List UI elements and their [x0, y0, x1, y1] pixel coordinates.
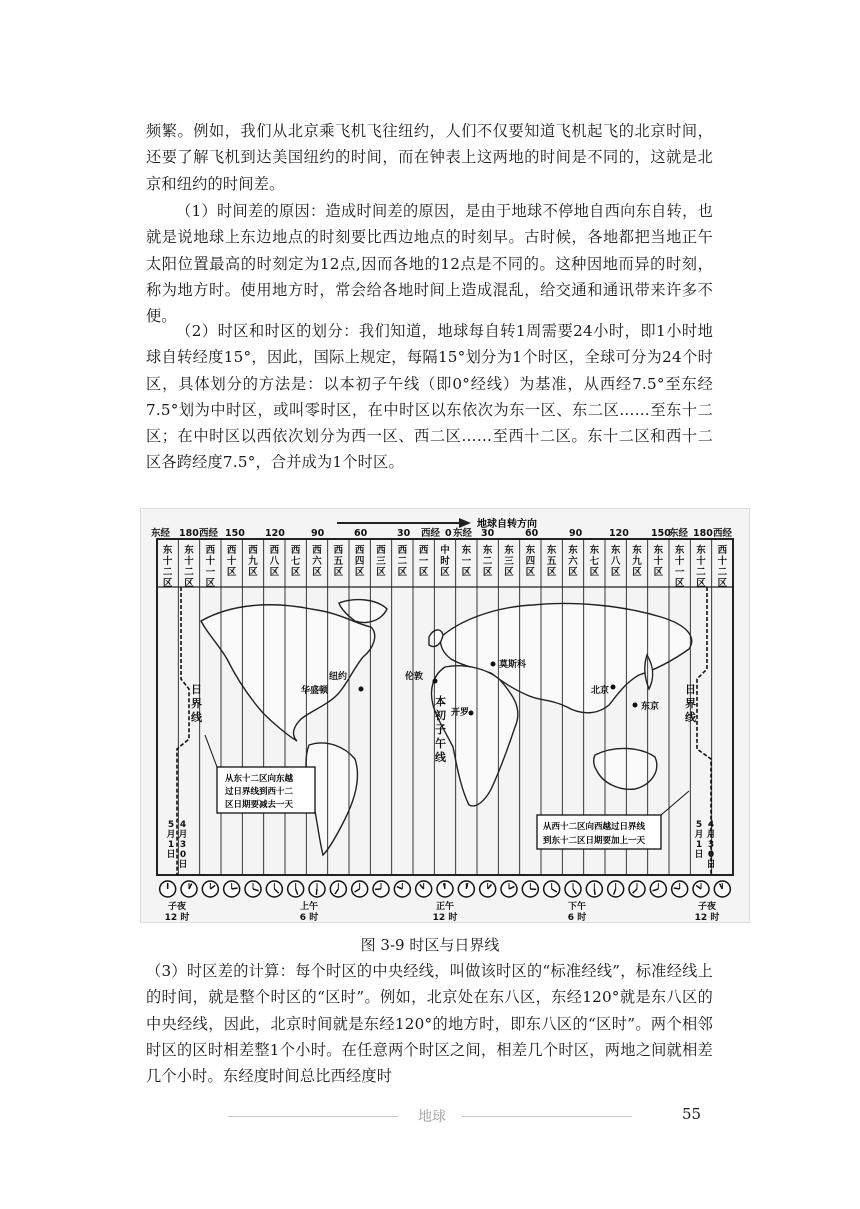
- clock-row: [160, 881, 731, 897]
- zone-label-char: 区: [546, 567, 557, 578]
- clock-icon: [437, 881, 453, 897]
- svg-text:12 时: 12 时: [694, 913, 720, 922]
- zone-label-char: 区: [248, 567, 258, 578]
- time-zone-map-figure: [140, 508, 750, 923]
- date-label-char: 月: [694, 830, 704, 840]
- zone-label-char: 一: [418, 556, 429, 567]
- city-tokyo: 东京: [641, 702, 660, 712]
- zone-label-char: 二: [717, 567, 728, 578]
- clock-icon: [373, 881, 389, 897]
- note-left: [205, 735, 315, 813]
- zone-label-char: 六: [568, 556, 578, 567]
- date-label-char: 3: [179, 840, 187, 850]
- clock-icon: [309, 881, 325, 897]
- vertical-label-char: 初: [435, 709, 446, 722]
- footer-title: 地球: [418, 1109, 446, 1125]
- date-label-char: 4: [179, 820, 187, 830]
- clock-icon: [160, 881, 176, 897]
- svg-text:90: 90: [311, 528, 325, 539]
- zone-label-char: 八: [610, 556, 621, 567]
- zone-label-char: 区: [184, 578, 194, 589]
- vertical-label-char: 日: [685, 683, 696, 696]
- zone-label-char: 十: [717, 556, 728, 567]
- zone-label-char: 区: [312, 567, 322, 578]
- clock-icon: [394, 881, 410, 897]
- date-label-char: 月: [706, 830, 716, 840]
- zone-label-char: 西: [333, 545, 344, 556]
- zone-label-char: 二: [696, 567, 706, 578]
- zone-label-char: 东: [610, 545, 621, 556]
- city-cairo: 开罗: [451, 708, 470, 718]
- zone-label-char: 二: [482, 556, 493, 567]
- zone-label-char: 区: [290, 567, 301, 578]
- zone-label-char: 一: [461, 556, 472, 567]
- page-number: 55: [682, 1105, 702, 1123]
- zone-label-char: 区: [354, 567, 365, 578]
- longitude-labels: [151, 527, 733, 539]
- date-label-char: 1: [695, 840, 703, 850]
- date-label-char: 月: [178, 830, 188, 840]
- clock-icon: [352, 881, 368, 897]
- svg-text:上午: 上午: [299, 902, 319, 912]
- svg-text:6 时: 6 时: [299, 913, 319, 922]
- zone-label-char: 东: [589, 545, 600, 556]
- date-label-char: 日: [706, 860, 716, 870]
- paragraph-3: （2）时区和时区的划分：我们知道，地球每自转1周需要24小时，即1小时地球自转经度15°，因此，国际上规定，每隔15°划分为1个时区，全球可分为24个时区，具体划分的方法是：以本初子午线（即0°经线）为基准，从西经7.5°至东经 7.5°划为中时区，或叫零时区，在中时区以东依次为东一区、东二区……至东十二区；在中时区以西依次划分为西一区、西二区……至西十二区。东十二区和西十二区各跨经度7.5°，合并成为1个时区。: [146, 322, 713, 472]
- svg-text:60: 60: [525, 528, 539, 539]
- zone-label-char: 西: [354, 545, 365, 556]
- svg-text:东经: 东经: [669, 528, 689, 539]
- svg-text:到东十二区日期要加上一天: 到东十二区日期要加上一天: [543, 836, 646, 846]
- svg-text:60: 60: [354, 528, 368, 539]
- city-washington: 华盛顿: [301, 686, 329, 696]
- paragraph-1: 频繁。例如，我们从北京乘飞机飞往纽约，人们不仅要知道飞机起飞的北京时间，还要了解飞机到达美国纽约的时间，而在钟表上这两地的时间是不同的，这就是北京和纽约的时间差。: [146, 122, 713, 193]
- svg-text:12 时: 12 时: [164, 913, 190, 922]
- clock-icon: [608, 881, 624, 897]
- zone-label-char: 十: [184, 556, 194, 567]
- zone-label-char: 区: [653, 567, 664, 578]
- clock-icon: [629, 881, 645, 897]
- svg-text:子夜: 子夜: [167, 902, 187, 912]
- clock-icon: [544, 881, 560, 897]
- city-london: 伦敦: [405, 672, 424, 682]
- date-label-char: 月: [166, 830, 176, 840]
- zone-label-char: 区: [269, 567, 280, 578]
- vertical-label-char: 线: [435, 751, 446, 764]
- zone-label-char: 区: [717, 578, 728, 589]
- zone-label-char: 一: [205, 567, 216, 578]
- zone-label-char: 三: [504, 556, 514, 567]
- clock-icon: [565, 881, 581, 897]
- zone-label-char: 区: [333, 567, 344, 578]
- vertical-label-char: 界: [191, 697, 202, 710]
- zone-label-char: 十: [696, 556, 706, 567]
- zone-label-char: 区: [696, 578, 706, 589]
- zone-label-char: 区: [589, 567, 600, 578]
- zone-label-char: 西: [226, 545, 237, 556]
- bottom-labels: [165, 900, 720, 922]
- clock-icon: [288, 881, 304, 897]
- vertical-label-char: 午: [435, 737, 446, 750]
- svg-text:150: 150: [651, 528, 671, 539]
- zone-label-char: 八: [269, 556, 280, 567]
- svg-text:子夜: 子夜: [697, 902, 717, 912]
- vertical-label-char: 线: [685, 711, 696, 724]
- zone-label-char: 东: [461, 545, 472, 556]
- zone-label-char: 西: [248, 545, 258, 556]
- svg-text:西经: 西经: [713, 528, 733, 539]
- vertical-label-char: 子: [435, 723, 446, 736]
- zone-label-char: 区: [226, 567, 237, 578]
- zone-label-char: 七: [290, 556, 301, 567]
- zone-label-char: 时: [440, 556, 450, 567]
- zone-label-char: 东: [568, 545, 578, 556]
- zone-label-char: 五: [333, 556, 344, 567]
- zone-label-char: 一: [674, 567, 685, 578]
- clock-icon: [480, 881, 496, 897]
- clock-icon: [266, 881, 282, 897]
- svg-text:下午: 下午: [567, 902, 587, 912]
- clock-icon: [522, 881, 538, 897]
- svg-text:西经: 西经: [421, 528, 441, 539]
- date-label-char: 1: [167, 840, 175, 850]
- date-label-char: 3: [707, 840, 715, 850]
- date-label-char: 0: [179, 850, 187, 860]
- date-label-char: 5: [695, 820, 703, 830]
- svg-text:东经: 东经: [151, 528, 171, 539]
- zone-label-char: 十: [205, 556, 216, 567]
- zone-label-char: 区: [674, 578, 685, 589]
- zone-label-char: 西: [418, 545, 429, 556]
- vertical-label-char: 日: [191, 683, 202, 696]
- zone-labels: [163, 544, 728, 589]
- zone-label-char: 东: [504, 545, 514, 556]
- clock-icon: [714, 881, 730, 897]
- zone-label-char: 区: [162, 578, 173, 589]
- paragraph-4: （3）时区差的计算：每个时区的中央经线，叫做该时区的“标准经线”，标准经线上的时间，就是整个时区的“区时”。例如，北京处在东八区，东经120°就是东八区的中央经线，因此，北京时间就是东经120°的地方时，即东八区的“区时”。两个相邻时区的区时相差整1个小时。在任意两个时区之间，相差几个时区，两地之间就相差几个小时。东经度时间总比西经度时: [146, 962, 713, 1086]
- zone-label-char: 中: [440, 545, 450, 556]
- footer-rule-left: [228, 1116, 398, 1117]
- zone-label-char: 东: [184, 545, 194, 556]
- zone-label-char: 区: [482, 567, 493, 578]
- zone-label-char: 区: [205, 578, 216, 589]
- zone-label-char: 东: [632, 545, 642, 556]
- zone-label-char: 西: [269, 545, 280, 556]
- zone-label-char: 区: [418, 567, 429, 578]
- zone-label-char: 西: [717, 545, 728, 556]
- zone-label-char: 东: [162, 545, 173, 556]
- zone-label-char: 区: [461, 567, 472, 578]
- zone-label-char: 东: [546, 545, 557, 556]
- zone-label-char: 西: [312, 545, 322, 556]
- svg-text:30: 30: [397, 528, 411, 539]
- svg-text:区日期要减去一天: 区日期要减去一天: [225, 800, 294, 810]
- date-label-char: 日: [694, 850, 704, 860]
- date-label-char: 日: [178, 860, 188, 870]
- city-moscow: 莫斯科: [499, 660, 527, 670]
- zone-label-char: 东: [525, 545, 536, 556]
- clock-icon: [416, 881, 432, 897]
- svg-text:6 时: 6 时: [567, 913, 587, 922]
- zone-label-char: 九: [248, 556, 258, 567]
- zone-label-char: 西: [376, 545, 386, 556]
- zone-label-char: 东: [696, 545, 706, 556]
- date-label-char: 4: [707, 820, 715, 830]
- zone-label-char: 区: [504, 567, 514, 578]
- zone-label-char: 十: [162, 556, 173, 567]
- zone-label-char: 二: [397, 556, 408, 567]
- svg-text:150: 150: [225, 528, 245, 539]
- zone-label-char: 二: [184, 567, 194, 578]
- vertical-label-char: 界: [685, 697, 696, 710]
- svg-text:正午: 正午: [435, 902, 455, 912]
- rotation-label: 地球自转方向: [477, 519, 537, 530]
- vertical-label-char: 本: [435, 695, 446, 708]
- zone-label-char: 二: [162, 567, 173, 578]
- clock-icon: [330, 881, 346, 897]
- city-newyork: 纽约: [329, 672, 348, 682]
- zone-label-char: 十: [674, 556, 685, 567]
- svg-text:180: 180: [179, 528, 199, 539]
- zone-label-char: 九: [632, 556, 642, 567]
- zone-label-char: 十: [226, 556, 237, 567]
- zone-label-char: 三: [376, 556, 386, 567]
- clock-icon: [693, 881, 709, 897]
- svg-text:120: 120: [609, 528, 629, 539]
- zone-label-char: 区: [440, 567, 450, 578]
- zone-label-char: 四: [525, 556, 536, 567]
- svg-text:西经: 西经: [199, 528, 219, 539]
- note-right: [537, 791, 689, 849]
- date-label-char: 5: [167, 820, 175, 830]
- svg-text:90: 90: [569, 528, 583, 539]
- svg-text:从西十二区向西越过日界线: 从西十二区向西越过日界线: [543, 822, 646, 832]
- zone-label-char: 西: [397, 545, 408, 556]
- clock-icon: [181, 881, 197, 897]
- zone-label-char: 区: [610, 567, 621, 578]
- svg-text:30: 30: [481, 528, 495, 539]
- zone-label-char: 东: [482, 545, 493, 556]
- zone-label-char: 区: [632, 567, 642, 578]
- clock-icon: [501, 881, 517, 897]
- date-label-char: 日: [166, 850, 176, 860]
- vertical-label-char: 线: [191, 711, 202, 724]
- footer-rule-right: [462, 1116, 632, 1117]
- zone-label-char: 四: [354, 556, 365, 567]
- zone-label-char: 区: [376, 567, 386, 578]
- figure-caption: 图 3-9 时区与日界线: [360, 936, 500, 954]
- clock-icon: [245, 881, 261, 897]
- clock-icon: [458, 881, 474, 897]
- paragraph-2: （1）时间差的原因：造成时间差的原因，是由于地球不停地自西向东自转，也就是说地球上东边地点的时刻要比西边地点的时刻早。古时候，各地都把当地正午太阳位置最高的时刻定为12点,因而各地的12点是不同的。这种因地而异的时刻，称为地方时。使用地方时，常会给各地时间上造成混乱，给交通和通讯带来许多不便。: [146, 202, 713, 326]
- zone-label-char: 西: [290, 545, 301, 556]
- svg-text:从东十二区向东越: 从东十二区向东越: [225, 774, 294, 784]
- svg-text:120: 120: [265, 528, 285, 539]
- zone-label-char: 区: [525, 567, 536, 578]
- clock-icon: [586, 881, 602, 897]
- city-beijing: 北京: [591, 686, 610, 696]
- zone-label-char: 西: [205, 545, 216, 556]
- clock-icon: [202, 881, 218, 897]
- svg-text:东经: 东经: [453, 528, 473, 539]
- clock-icon: [650, 881, 666, 897]
- svg-text:12 时: 12 时: [432, 913, 458, 922]
- zone-label-char: 六: [312, 556, 322, 567]
- date-label-char: 0: [707, 850, 715, 860]
- zone-label-char: 区: [397, 567, 408, 578]
- zone-label-char: 区: [568, 567, 578, 578]
- svg-text:180: 180: [693, 528, 713, 539]
- clock-icon: [672, 881, 688, 897]
- zone-label-char: 东: [674, 545, 685, 556]
- zone-label-char: 五: [546, 556, 557, 567]
- svg-text:0: 0: [445, 528, 452, 539]
- zone-label-char: 七: [589, 556, 600, 567]
- zone-label-char: 东: [653, 545, 664, 556]
- svg-text:过日界线到西十二: 过日界线到西十二: [225, 787, 294, 797]
- clock-icon: [224, 881, 240, 897]
- zone-label-char: 十: [653, 556, 664, 567]
